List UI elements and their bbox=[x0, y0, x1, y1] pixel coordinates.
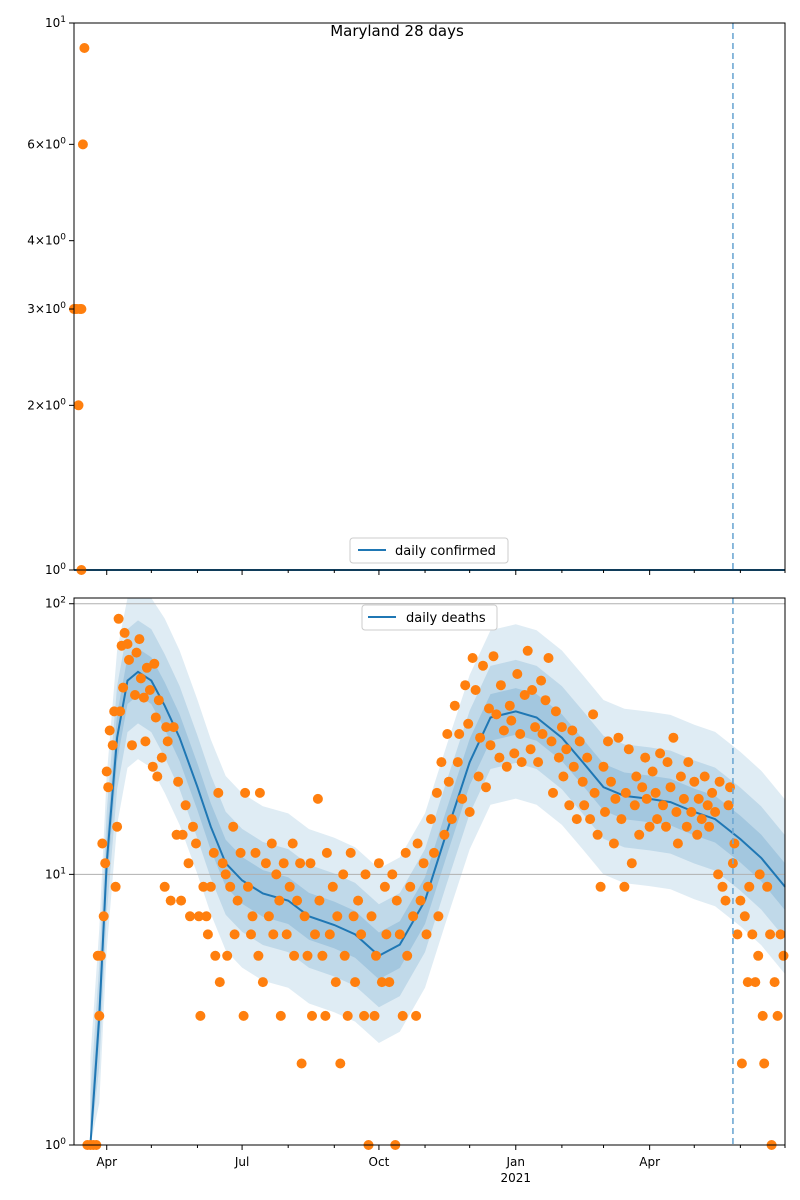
deaths-point-214 bbox=[609, 839, 619, 849]
deaths-point-96 bbox=[303, 951, 313, 961]
deaths-point-206 bbox=[588, 709, 598, 719]
deaths-point-234 bbox=[661, 822, 671, 832]
deaths-point-42 bbox=[166, 896, 176, 906]
deaths-point-242 bbox=[682, 822, 692, 832]
deaths-point-10 bbox=[102, 767, 112, 777]
deaths-point-145 bbox=[429, 848, 439, 858]
deaths-point-222 bbox=[630, 800, 640, 810]
deaths-point-62 bbox=[215, 977, 225, 987]
deaths-point-147 bbox=[433, 911, 443, 921]
deaths-point-94 bbox=[297, 1059, 307, 1069]
confirmed-point-7 bbox=[79, 43, 89, 53]
deaths-point-280 bbox=[779, 951, 789, 961]
deaths-ytick-label-0: $10^0$ bbox=[44, 1137, 66, 1152]
deaths-point-179 bbox=[517, 757, 527, 767]
deaths-point-60 bbox=[210, 951, 220, 961]
deaths-point-72 bbox=[240, 788, 250, 798]
deaths-point-118 bbox=[359, 1011, 369, 1021]
deaths-point-128 bbox=[384, 977, 394, 987]
deaths-point-95 bbox=[300, 911, 310, 921]
deaths-point-84 bbox=[271, 869, 281, 879]
deaths-point-113 bbox=[346, 848, 356, 858]
deaths-point-199 bbox=[569, 762, 579, 772]
deaths-point-169 bbox=[491, 709, 501, 719]
deaths-point-122 bbox=[370, 1011, 380, 1021]
deaths-point-251 bbox=[704, 822, 714, 832]
deaths-point-114 bbox=[349, 911, 359, 921]
deaths-point-148 bbox=[436, 757, 446, 767]
deaths-point-58 bbox=[206, 882, 216, 892]
deaths-point-98 bbox=[307, 1011, 317, 1021]
deaths-xtick-label-3: Jan bbox=[506, 1155, 526, 1169]
deaths-point-160 bbox=[468, 653, 478, 663]
deaths-point-61 bbox=[213, 788, 223, 798]
confirmed-ytick-label-3: $4\times 10^0$ bbox=[27, 232, 66, 248]
deaths-point-68 bbox=[230, 929, 240, 939]
deaths-point-204 bbox=[582, 753, 592, 763]
deaths-point-262 bbox=[732, 929, 742, 939]
deaths-point-124 bbox=[374, 858, 384, 868]
deaths-point-191 bbox=[548, 788, 558, 798]
deaths-point-203 bbox=[579, 800, 589, 810]
deaths-xtick-label-0: Apr bbox=[96, 1155, 118, 1169]
deaths-point-13 bbox=[108, 740, 118, 750]
deaths-point-173 bbox=[502, 762, 512, 772]
deaths-point-152 bbox=[447, 814, 457, 824]
deaths-point-131 bbox=[392, 896, 402, 906]
deaths-point-172 bbox=[499, 726, 509, 736]
deaths-point-243 bbox=[683, 757, 693, 767]
deaths-point-202 bbox=[578, 777, 588, 787]
deaths-point-76 bbox=[251, 848, 261, 858]
deaths-point-86 bbox=[276, 1011, 286, 1021]
deaths-point-83 bbox=[268, 929, 278, 939]
deaths-legend bbox=[362, 605, 497, 630]
deaths-point-209 bbox=[596, 882, 606, 892]
deaths-point-7 bbox=[97, 839, 107, 849]
deaths-point-127 bbox=[381, 929, 391, 939]
confirmed-ytick-label-1: $2\times 10^0$ bbox=[27, 397, 66, 413]
deaths-point-247 bbox=[694, 794, 704, 804]
deaths-point-184 bbox=[530, 722, 540, 732]
deaths-point-134 bbox=[401, 848, 411, 858]
deaths-point-279 bbox=[776, 929, 786, 939]
deaths-point-97 bbox=[306, 858, 316, 868]
deaths-point-12 bbox=[105, 726, 115, 736]
deaths-point-135 bbox=[402, 951, 412, 961]
deaths-point-275 bbox=[765, 929, 775, 939]
deaths-point-170 bbox=[494, 753, 504, 763]
deaths-point-161 bbox=[471, 685, 481, 695]
deaths-point-193 bbox=[554, 753, 564, 763]
deaths-point-87 bbox=[279, 858, 289, 868]
deaths-point-103 bbox=[320, 1011, 330, 1021]
deaths-point-137 bbox=[408, 911, 418, 921]
deaths-point-139 bbox=[413, 839, 423, 849]
deaths-point-88 bbox=[282, 929, 292, 939]
deaths-point-41 bbox=[163, 736, 173, 746]
deaths-point-268 bbox=[747, 929, 757, 939]
deaths-point-6 bbox=[96, 951, 106, 961]
deaths-point-39 bbox=[160, 882, 170, 892]
deaths-point-211 bbox=[600, 807, 610, 817]
deaths-point-175 bbox=[506, 716, 516, 726]
deaths-point-219 bbox=[621, 788, 631, 798]
deaths-point-111 bbox=[340, 951, 350, 961]
deaths-point-82 bbox=[267, 839, 277, 849]
deaths-point-198 bbox=[567, 726, 577, 736]
deaths-point-178 bbox=[515, 729, 525, 739]
deaths-point-212 bbox=[603, 736, 613, 746]
deaths-point-115 bbox=[350, 977, 360, 987]
deaths-point-136 bbox=[405, 882, 415, 892]
deaths-point-45 bbox=[173, 777, 183, 787]
deaths-point-246 bbox=[692, 830, 702, 840]
deaths-point-149 bbox=[439, 830, 449, 840]
deaths-point-157 bbox=[460, 680, 470, 690]
deaths-point-18 bbox=[115, 706, 125, 716]
deaths-point-158 bbox=[463, 719, 473, 729]
deaths-point-232 bbox=[655, 748, 665, 758]
deaths-point-46 bbox=[176, 896, 186, 906]
deaths-point-51 bbox=[188, 822, 198, 832]
deaths-point-48 bbox=[181, 800, 191, 810]
deaths-point-189 bbox=[544, 653, 554, 663]
deaths-point-264 bbox=[737, 1059, 747, 1069]
deaths-point-56 bbox=[201, 911, 211, 921]
deaths-point-207 bbox=[590, 788, 600, 798]
deaths-point-215 bbox=[610, 794, 620, 804]
deaths-point-194 bbox=[557, 722, 567, 732]
deaths-point-23 bbox=[124, 655, 134, 665]
deaths-point-24 bbox=[127, 740, 137, 750]
deaths-point-59 bbox=[209, 848, 219, 858]
deaths-point-129 bbox=[387, 869, 397, 879]
confirmed-ytick-label-4: $6\times 10^0$ bbox=[27, 136, 66, 152]
deaths-point-89 bbox=[285, 882, 295, 892]
deaths-point-75 bbox=[248, 911, 258, 921]
deaths-point-162 bbox=[474, 772, 484, 782]
deaths-point-188 bbox=[541, 695, 551, 705]
deaths-point-85 bbox=[274, 896, 284, 906]
deaths-point-27 bbox=[134, 634, 144, 644]
deaths-point-65 bbox=[222, 951, 232, 961]
deaths-point-195 bbox=[558, 772, 568, 782]
deaths-point-245 bbox=[689, 777, 699, 787]
deaths-point-108 bbox=[332, 911, 342, 921]
deaths-point-192 bbox=[551, 706, 561, 716]
deaths-point-91 bbox=[289, 951, 299, 961]
deaths-point-71 bbox=[239, 1011, 249, 1021]
confirmed-legend bbox=[350, 538, 508, 563]
deaths-point-102 bbox=[317, 951, 327, 961]
deaths-point-163 bbox=[475, 733, 485, 743]
deaths-point-239 bbox=[673, 839, 683, 849]
deaths-point-241 bbox=[679, 794, 689, 804]
deaths-point-190 bbox=[547, 736, 557, 746]
confirmed-point-3 bbox=[74, 400, 84, 410]
deaths-point-66 bbox=[225, 882, 235, 892]
deaths-point-156 bbox=[457, 794, 467, 804]
deaths-point-153 bbox=[450, 701, 460, 711]
deaths-point-110 bbox=[338, 869, 348, 879]
deaths-point-220 bbox=[624, 744, 634, 754]
deaths-point-138 bbox=[411, 1011, 421, 1021]
deaths-point-208 bbox=[593, 830, 603, 840]
deaths-point-77 bbox=[253, 951, 263, 961]
deaths-point-106 bbox=[328, 882, 338, 892]
deaths-point-230 bbox=[651, 788, 661, 798]
deaths-point-133 bbox=[398, 1011, 408, 1021]
deaths-xtick-label-4: Apr bbox=[639, 1155, 661, 1169]
deaths-point-17 bbox=[114, 614, 124, 624]
deaths-point-70 bbox=[236, 848, 246, 858]
deaths-point-269 bbox=[750, 977, 760, 987]
deaths-point-177 bbox=[512, 669, 522, 679]
deaths-point-229 bbox=[648, 767, 658, 777]
deaths-point-254 bbox=[713, 869, 723, 879]
deaths-point-174 bbox=[505, 701, 515, 711]
deaths-point-248 bbox=[697, 814, 707, 824]
deaths-point-146 bbox=[432, 788, 442, 798]
deaths-point-50 bbox=[185, 911, 195, 921]
deaths-point-223 bbox=[631, 772, 641, 782]
deaths-point-277 bbox=[770, 977, 780, 987]
deaths-point-144 bbox=[426, 814, 436, 824]
deaths-point-240 bbox=[676, 772, 686, 782]
deaths-point-100 bbox=[313, 794, 323, 804]
deaths-point-93 bbox=[295, 858, 305, 868]
deaths-point-38 bbox=[157, 753, 167, 763]
deaths-point-150 bbox=[442, 729, 452, 739]
deaths-point-217 bbox=[616, 814, 626, 824]
deaths-point-116 bbox=[353, 896, 363, 906]
deaths-point-250 bbox=[703, 800, 713, 810]
deaths-point-154 bbox=[453, 757, 463, 767]
deaths-point-155 bbox=[454, 729, 464, 739]
deaths-point-32 bbox=[145, 685, 155, 695]
chart-title: Maryland 28 days bbox=[330, 22, 464, 40]
deaths-point-263 bbox=[735, 896, 745, 906]
deaths-point-15 bbox=[111, 882, 121, 892]
deaths-ytick-label-2: $10^2$ bbox=[44, 595, 66, 611]
deaths-point-200 bbox=[572, 814, 582, 824]
deaths-point-231 bbox=[652, 814, 662, 824]
deaths-point-8 bbox=[99, 911, 109, 921]
deaths-point-54 bbox=[195, 1011, 205, 1021]
deaths-point-271 bbox=[755, 869, 765, 879]
deaths-point-80 bbox=[261, 858, 271, 868]
deaths-legend-label: daily deaths bbox=[406, 611, 486, 626]
deaths-xtick-label-2: Oct bbox=[368, 1155, 390, 1169]
deaths-point-126 bbox=[380, 882, 390, 892]
deaths-point-81 bbox=[264, 911, 274, 921]
deaths-point-272 bbox=[758, 1011, 768, 1021]
deaths-point-16 bbox=[112, 822, 122, 832]
deaths-point-105 bbox=[325, 929, 335, 939]
deaths-point-236 bbox=[666, 782, 676, 792]
deaths-point-52 bbox=[191, 839, 201, 849]
deaths-point-37 bbox=[154, 695, 164, 705]
deaths-point-167 bbox=[486, 740, 496, 750]
deaths-point-112 bbox=[343, 1011, 353, 1021]
deaths-point-183 bbox=[527, 685, 537, 695]
deaths-point-117 bbox=[356, 929, 366, 939]
deaths-point-92 bbox=[292, 896, 302, 906]
deaths-ytick-label-1: $10^1$ bbox=[44, 866, 66, 882]
deaths-point-261 bbox=[729, 839, 739, 849]
deaths-point-63 bbox=[218, 858, 228, 868]
deaths-point-47 bbox=[178, 830, 188, 840]
deaths-point-228 bbox=[645, 822, 655, 832]
confirmed-ytick-label-2: $3\times 10^0$ bbox=[27, 301, 66, 317]
deaths-point-176 bbox=[509, 748, 519, 758]
deaths-xtick-year-label: 2021 bbox=[500, 1171, 532, 1185]
deaths-point-205 bbox=[585, 814, 595, 824]
deaths-point-273 bbox=[759, 1059, 769, 1069]
deaths-point-164 bbox=[478, 661, 488, 671]
deaths-point-21 bbox=[120, 628, 130, 638]
deaths-point-216 bbox=[613, 733, 623, 743]
confirmed-ytick-label-0: $10^0$ bbox=[44, 562, 66, 577]
deaths-point-227 bbox=[642, 794, 652, 804]
deaths-point-73 bbox=[243, 882, 253, 892]
deaths-point-74 bbox=[246, 929, 256, 939]
deaths-point-104 bbox=[322, 848, 332, 858]
deaths-point-218 bbox=[619, 882, 629, 892]
deaths-point-253 bbox=[710, 807, 720, 817]
deaths-point-186 bbox=[536, 676, 546, 686]
deaths-point-28 bbox=[136, 673, 146, 683]
deaths-point-165 bbox=[481, 782, 491, 792]
deaths-point-30 bbox=[140, 736, 150, 746]
deaths-point-36 bbox=[152, 772, 162, 782]
deaths-point-221 bbox=[627, 858, 637, 868]
deaths-point-267 bbox=[744, 882, 754, 892]
deaths-point-181 bbox=[523, 646, 533, 656]
deaths-point-107 bbox=[331, 977, 341, 987]
deaths-point-210 bbox=[599, 762, 609, 772]
deaths-point-171 bbox=[496, 680, 506, 690]
deaths-point-151 bbox=[444, 777, 454, 787]
deaths-point-57 bbox=[203, 929, 213, 939]
deaths-point-90 bbox=[288, 839, 298, 849]
deaths-point-256 bbox=[718, 882, 728, 892]
deaths-point-258 bbox=[724, 800, 734, 810]
deaths-point-140 bbox=[416, 896, 426, 906]
deaths-point-226 bbox=[640, 753, 650, 763]
deaths-point-78 bbox=[255, 788, 265, 798]
deaths-point-238 bbox=[671, 807, 681, 817]
deaths-point-99 bbox=[310, 929, 320, 939]
deaths-point-270 bbox=[753, 951, 763, 961]
deaths-point-5 bbox=[94, 1011, 104, 1021]
deaths-xtick-label-1: Jul bbox=[234, 1155, 250, 1169]
deaths-point-43 bbox=[169, 722, 179, 732]
deaths-point-69 bbox=[233, 896, 243, 906]
deaths-point-33 bbox=[148, 762, 158, 772]
deaths-point-11 bbox=[103, 782, 113, 792]
deaths-point-143 bbox=[423, 882, 433, 892]
deaths-point-265 bbox=[740, 911, 750, 921]
deaths-point-252 bbox=[707, 788, 717, 798]
deaths-point-233 bbox=[658, 800, 668, 810]
deaths-point-159 bbox=[465, 807, 475, 817]
deaths-point-25 bbox=[130, 690, 140, 700]
deaths-point-235 bbox=[663, 757, 673, 767]
confirmed-point-6 bbox=[78, 139, 88, 149]
deaths-point-274 bbox=[762, 882, 772, 892]
confirmed-ytick-label-5: $10^1$ bbox=[44, 15, 66, 30]
deaths-point-196 bbox=[561, 744, 571, 754]
deaths-point-255 bbox=[715, 777, 725, 787]
deaths-point-132 bbox=[395, 929, 405, 939]
deaths-point-121 bbox=[367, 911, 377, 921]
deaths-point-224 bbox=[634, 830, 644, 840]
deaths-point-49 bbox=[184, 858, 194, 868]
deaths-point-79 bbox=[258, 977, 268, 987]
deaths-point-257 bbox=[721, 896, 731, 906]
deaths-point-197 bbox=[564, 800, 574, 810]
confirmed-point-5 bbox=[76, 304, 86, 314]
deaths-point-225 bbox=[637, 782, 647, 792]
deaths-point-244 bbox=[686, 807, 696, 817]
deaths-point-109 bbox=[335, 1059, 345, 1069]
deaths-point-142 bbox=[422, 929, 432, 939]
deaths-point-249 bbox=[700, 772, 710, 782]
deaths-point-34 bbox=[149, 659, 159, 669]
deaths-point-22 bbox=[123, 639, 133, 649]
deaths-point-141 bbox=[419, 858, 429, 868]
deaths-point-123 bbox=[371, 951, 381, 961]
deaths-point-64 bbox=[221, 869, 231, 879]
deaths-point-67 bbox=[228, 822, 238, 832]
deaths-point-201 bbox=[575, 736, 585, 746]
deaths-point-9 bbox=[100, 858, 110, 868]
deaths-point-278 bbox=[773, 1011, 783, 1021]
confirmed-legend-label: daily confirmed bbox=[395, 544, 496, 559]
deaths-point-213 bbox=[606, 777, 616, 787]
deaths-point-20 bbox=[118, 683, 128, 693]
deaths-point-101 bbox=[314, 896, 324, 906]
deaths-point-26 bbox=[132, 648, 142, 658]
deaths-point-185 bbox=[533, 757, 543, 767]
deaths-point-237 bbox=[668, 733, 678, 743]
deaths-point-119 bbox=[361, 869, 371, 879]
deaths-point-187 bbox=[538, 729, 548, 739]
deaths-point-182 bbox=[526, 744, 536, 754]
deaths-point-168 bbox=[489, 651, 499, 661]
deaths-point-35 bbox=[151, 713, 161, 723]
